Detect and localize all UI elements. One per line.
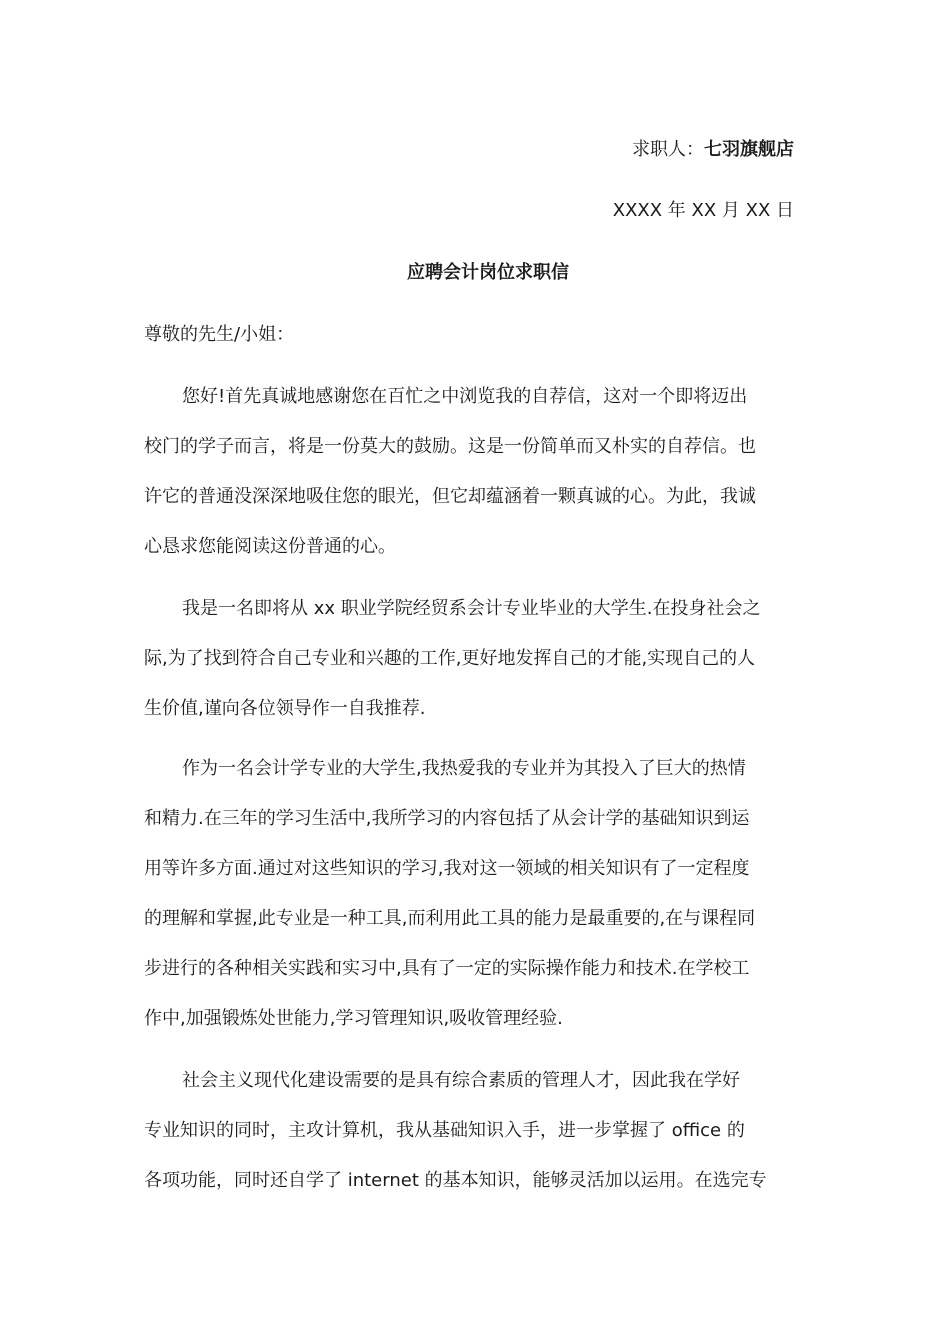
paragraph-3 xyxy=(144,756,794,1056)
applicant-name: 七羽旗舰店 xyxy=(704,139,794,160)
paragraph-line: 许它的普通没深深地吸住您的眼光，但它却蕴涵着一颗真诚的心。为此，我诚 xyxy=(144,486,756,507)
paragraph-line: 步进行的各种相关实践和实习中,具有了一定的实际操作能力和技术.在学校工 xyxy=(144,958,750,979)
paragraph-4 xyxy=(144,1068,794,1218)
paragraph-line: 社会主义现代化建设需要的是具有综合素质的管理人才，因此我在学好 xyxy=(182,1070,740,1091)
paragraph-line: 和精力.在三年的学习生活中,我所学习的内容包括了从会计学的基础知识到运 xyxy=(144,808,750,829)
paragraph-line: 我是一名即将从 xx 职业学院经贸系会计专业毕业的大学生.在投身社会之 xyxy=(182,598,761,619)
letter-title: 应聘会计岗位求职信 xyxy=(407,262,569,283)
paragraph-2 xyxy=(144,596,794,746)
paragraph-line: 心恳求您能阅读这份普通的心。 xyxy=(144,536,396,557)
applicant-line xyxy=(632,137,794,163)
paragraph-line: 各项功能，同时还自学了 internet 的基本知识，能够灵活加以运用。在选完专 xyxy=(144,1170,767,1191)
paragraph-1 xyxy=(144,384,794,584)
salutation: 尊敬的先生/小姐： xyxy=(144,324,295,345)
paragraph-line: 校门的学子而言，将是一份莫大的鼓励。这是一份简单而又朴实的自荐信。也 xyxy=(144,436,756,457)
paragraph-line: 专业知识的同时，主攻计算机，我从基础知识入手，进一步掌握了 office 的 xyxy=(144,1120,745,1141)
paragraph-line: 用等许多方面.通过对这些知识的学习,我对这一领域的相关知识有了一定程度 xyxy=(144,858,750,879)
paragraph-line: 作为一名会计学专业的大学生,我热爱我的专业并为其投入了巨大的热情 xyxy=(182,758,746,779)
paragraph-line: 您好!首先真诚地感谢您在百忙之中浏览我的自荐信，这对一个即将迈出 xyxy=(182,386,748,407)
letter-date: XXXX 年 XX 月 XX 日 xyxy=(612,200,794,221)
applicant-label: 求职人： xyxy=(632,139,704,160)
paragraph-line: 际,为了找到符合自己专业和兴趣的工作,更好地发挥自己的才能,实现自己的人 xyxy=(144,648,756,669)
paragraph-line: 生价值,谨向各位领导作一自我推荐. xyxy=(144,698,426,719)
paragraph-line: 的理解和掌握,此专业是一种工具,而利用此工具的能力是最重要的,在与课程同 xyxy=(144,908,756,929)
paragraph-line: 作中,加强锻炼处世能力,学习管理知识,吸收管理经验. xyxy=(144,1008,563,1029)
